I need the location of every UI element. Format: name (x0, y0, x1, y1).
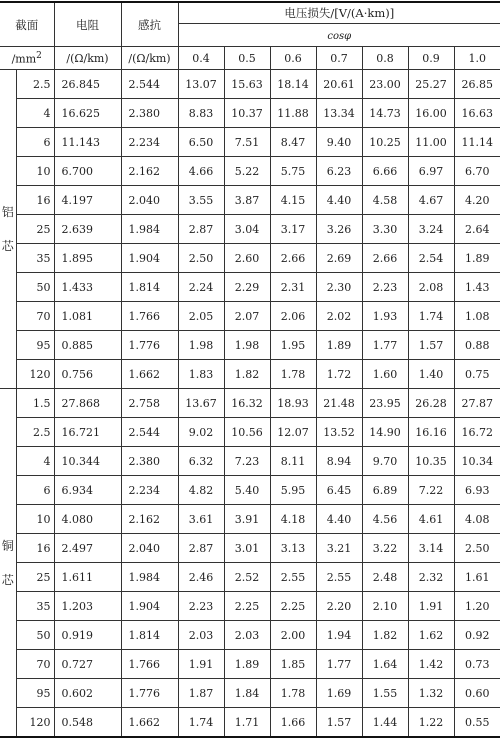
loss-cell: 15.63 (224, 70, 270, 99)
loss-cell: 4.82 (178, 476, 224, 505)
section-cell: 25 (16, 215, 54, 244)
table-row (0, 418, 500, 447)
loss-cell: 20.61 (316, 70, 362, 99)
resistance-cell: 16.721 (54, 418, 121, 447)
loss-cell: 5.22 (224, 157, 270, 186)
loss-cell: 5.75 (270, 157, 316, 186)
table-row (0, 186, 500, 215)
loss-cell: 3.13 (270, 534, 316, 563)
loss-cell: 4.40 (316, 505, 362, 534)
loss-cell: 5.95 (270, 476, 316, 505)
loss-cell: 4.20 (454, 186, 500, 215)
section-cell: 6 (16, 128, 54, 157)
loss-cell: 4.15 (270, 186, 316, 215)
loss-cell: 2.87 (178, 215, 224, 244)
table-row (0, 70, 500, 99)
resistance-cell: 2.497 (54, 534, 121, 563)
group-label (0, 389, 16, 738)
loss-cell: 12.07 (270, 418, 316, 447)
loss-cell: 1.95 (270, 331, 316, 360)
table-row (0, 157, 500, 186)
loss-cell: 0.60 (454, 679, 500, 708)
loss-cell: 10.35 (408, 447, 454, 476)
table-row (0, 621, 500, 650)
table-row (0, 592, 500, 621)
loss-cell: 1.89 (454, 244, 500, 273)
section-cell: 4 (16, 447, 54, 476)
loss-cell: 4.08 (454, 505, 500, 534)
loss-cell: 1.85 (270, 650, 316, 679)
loss-cell: 16.00 (408, 99, 454, 128)
table-row (0, 505, 500, 534)
loss-cell: 2.25 (270, 592, 316, 621)
loss-cell: 4.18 (270, 505, 316, 534)
loss-cell: 1.82 (224, 360, 270, 389)
reactance-cell: 2.162 (121, 157, 178, 186)
loss-cell: 23.00 (362, 70, 408, 99)
group-label-text: 铝芯 (1, 205, 14, 253)
loss-cell: 8.11 (270, 447, 316, 476)
table-row (0, 302, 500, 331)
loss-cell: 0.75 (454, 360, 500, 389)
loss-cell: 23.95 (362, 389, 408, 418)
resistance-cell: 1.433 (54, 273, 121, 302)
loss-cell: 26.85 (454, 70, 500, 99)
loss-cell: 9.40 (316, 128, 362, 157)
loss-cell: 1.69 (316, 679, 362, 708)
loss-cell: 2.50 (178, 244, 224, 273)
loss-cell: 1.72 (316, 360, 362, 389)
loss-cell: 2.64 (454, 215, 500, 244)
pf-header-4: 0.8 (362, 47, 408, 70)
loss-cell: 1.66 (270, 708, 316, 738)
reactance-unit: /(Ω/km) (121, 47, 178, 70)
section-header-line1: 截面 (15, 17, 39, 32)
loss-cell: 2.54 (408, 244, 454, 273)
loss-cell: 10.37 (224, 99, 270, 128)
loss-cell: 10.56 (224, 418, 270, 447)
loss-cell: 1.78 (270, 679, 316, 708)
loss-cell: 1.89 (224, 650, 270, 679)
loss-cell: 16.16 (408, 418, 454, 447)
loss-cell: 2.87 (178, 534, 224, 563)
loss-cell: 11.88 (270, 99, 316, 128)
loss-cell: 4.40 (316, 186, 362, 215)
reactance-cell: 2.544 (121, 418, 178, 447)
loss-cell: 1.78 (270, 360, 316, 389)
loss-cell: 6.66 (362, 157, 408, 186)
table-row (0, 360, 500, 389)
loss-cell: 1.89 (316, 331, 362, 360)
loss-cell: 2.25 (224, 592, 270, 621)
table-row (0, 389, 500, 418)
loss-cell: 6.97 (408, 157, 454, 186)
loss-cell: 3.22 (362, 534, 408, 563)
loss-cell: 0.88 (454, 331, 500, 360)
loss-cell: 1.08 (454, 302, 500, 331)
loss-cell: 4.66 (178, 157, 224, 186)
pf-header-1: 0.5 (224, 47, 270, 70)
loss-cell: 3.26 (316, 215, 362, 244)
loss-cell: 5.40 (224, 476, 270, 505)
loss-cell: 9.70 (362, 447, 408, 476)
section-cell: 35 (16, 592, 54, 621)
loss-cell: 2.31 (270, 273, 316, 302)
loss-cell: 2.00 (270, 621, 316, 650)
resistance-cell: 16.625 (54, 99, 121, 128)
loss-cell: 13.52 (316, 418, 362, 447)
reactance-cell: 1.766 (121, 302, 178, 331)
pf-header-6: 1.0 (454, 47, 500, 70)
table-row (0, 331, 500, 360)
loss-cell: 1.83 (178, 360, 224, 389)
loss-cell: 8.83 (178, 99, 224, 128)
loss-cell: 1.84 (224, 679, 270, 708)
resistance-cell: 10.344 (54, 447, 121, 476)
cosphi-header (178, 24, 500, 47)
loss-cell: 1.32 (408, 679, 454, 708)
table-row (0, 447, 500, 476)
loss-cell: 4.56 (362, 505, 408, 534)
loss-cell: 1.22 (408, 708, 454, 738)
reactance-cell: 2.040 (121, 186, 178, 215)
reactance-cell: 2.544 (121, 70, 178, 99)
table-row (0, 273, 500, 302)
loss-cell: 18.14 (270, 70, 316, 99)
loss-cell: 14.90 (362, 418, 408, 447)
resistance-cell: 1.611 (54, 563, 121, 592)
loss-cell: 8.94 (316, 447, 362, 476)
section-cell: 95 (16, 331, 54, 360)
section-cell: 50 (16, 273, 54, 302)
loss-cell: 1.82 (362, 621, 408, 650)
section-cell: 2.5 (16, 70, 54, 99)
loss-cell: 2.23 (178, 592, 224, 621)
reactance-cell: 1.904 (121, 592, 178, 621)
loss-cell: 1.74 (178, 708, 224, 738)
loss-cell: 4.61 (408, 505, 454, 534)
loss-cell: 2.55 (316, 563, 362, 592)
reactance-cell: 2.040 (121, 534, 178, 563)
pf-header-2: 0.6 (270, 47, 316, 70)
reactance-cell: 2.380 (121, 447, 178, 476)
pf-header-0: 0.4 (178, 47, 224, 70)
loss-cell: 3.01 (224, 534, 270, 563)
loss-cell: 18.93 (270, 389, 316, 418)
loss-cell: 8.47 (270, 128, 316, 157)
loss-cell: 0.55 (454, 708, 500, 738)
loss-cell: 0.92 (454, 621, 500, 650)
loss-cell: 2.60 (224, 244, 270, 273)
reactance-cell: 1.984 (121, 215, 178, 244)
loss-cell: 14.73 (362, 99, 408, 128)
group-label (0, 70, 16, 389)
loss-cell: 2.29 (224, 273, 270, 302)
loss-cell: 2.20 (316, 592, 362, 621)
loss-cell: 1.74 (408, 302, 454, 331)
loss-cell: 1.98 (224, 331, 270, 360)
reactance-cell: 1.776 (121, 679, 178, 708)
loss-cell: 1.91 (178, 650, 224, 679)
loss-cell: 7.51 (224, 128, 270, 157)
section-cell: 50 (16, 621, 54, 650)
reactance-header (121, 2, 178, 47)
section-cell: 70 (16, 650, 54, 679)
loss-cell: 1.93 (362, 302, 408, 331)
loss-cell: 1.77 (362, 331, 408, 360)
loss-cell: 21.48 (316, 389, 362, 418)
loss-cell: 1.44 (362, 708, 408, 738)
voltage-loss-table (0, 1, 500, 738)
table-row (0, 215, 500, 244)
loss-cell: 10.25 (362, 128, 408, 157)
loss-cell: 1.94 (316, 621, 362, 650)
section-cell: 6 (16, 476, 54, 505)
loss-cell: 4.58 (362, 186, 408, 215)
reactance-cell: 1.766 (121, 650, 178, 679)
cosphi-label: cosφ (327, 30, 352, 42)
table-row (0, 563, 500, 592)
section-cell: 120 (16, 360, 54, 389)
loss-cell: 16.63 (454, 99, 500, 128)
loss-cell: 2.50 (454, 534, 500, 563)
loss-cell: 6.32 (178, 447, 224, 476)
resistance-cell: 1.203 (54, 592, 121, 621)
loss-cell: 6.45 (316, 476, 362, 505)
loss-cell: 2.06 (270, 302, 316, 331)
section-cell: 10 (16, 505, 54, 534)
loss-cell: 1.42 (408, 650, 454, 679)
table-row (0, 99, 500, 128)
loss-cell: 1.20 (454, 592, 500, 621)
resistance-header-line1: 电阻 (76, 17, 99, 32)
loss-cell: 2.05 (178, 302, 224, 331)
section-cell: 70 (16, 302, 54, 331)
loss-cell: 2.10 (362, 592, 408, 621)
resistance-cell: 0.548 (54, 708, 121, 738)
loss-cell: 1.87 (178, 679, 224, 708)
table-row (0, 534, 500, 563)
section-cell: 35 (16, 244, 54, 273)
section-cell: 16 (16, 534, 54, 563)
reactance-cell: 2.162 (121, 505, 178, 534)
loss-cell: 1.77 (316, 650, 362, 679)
table-header (0, 2, 500, 70)
section-cell: 1.5 (16, 389, 54, 418)
loss-cell: 2.69 (316, 244, 362, 273)
table-row (0, 476, 500, 505)
table-row (0, 128, 500, 157)
section-cell: 2.5 (16, 418, 54, 447)
resistance-cell: 26.845 (54, 70, 121, 99)
loss-cell: 6.23 (316, 157, 362, 186)
table-body (0, 70, 500, 738)
loss-cell: 16.32 (224, 389, 270, 418)
resistance-cell: 6.934 (54, 476, 121, 505)
resistance-cell: 4.080 (54, 505, 121, 534)
loss-cell: 4.67 (408, 186, 454, 215)
loss-cell: 6.89 (362, 476, 408, 505)
loss-cell: 9.02 (178, 418, 224, 447)
loss-cell: 10.34 (454, 447, 500, 476)
loss-cell: 1.60 (362, 360, 408, 389)
reactance-cell: 2.758 (121, 389, 178, 418)
loss-cell: 11.14 (454, 128, 500, 157)
loss-cell: 1.91 (408, 592, 454, 621)
reactance-cell: 1.814 (121, 621, 178, 650)
loss-cell: 2.30 (316, 273, 362, 302)
loss-cell: 1.61 (454, 563, 500, 592)
loss-cell: 2.03 (224, 621, 270, 650)
pf-header-3: 0.7 (316, 47, 362, 70)
pf-header-5: 0.9 (408, 47, 454, 70)
loss-cell: 2.66 (362, 244, 408, 273)
loss-cell: 25.27 (408, 70, 454, 99)
voltage-loss-header: 电压损失/[V/(A·km)] (178, 2, 500, 24)
table-row (0, 244, 500, 273)
loss-cell: 27.87 (454, 389, 500, 418)
reactance-cell: 1.662 (121, 708, 178, 738)
loss-cell: 1.40 (408, 360, 454, 389)
loss-cell: 7.22 (408, 476, 454, 505)
loss-cell: 2.55 (270, 563, 316, 592)
reactance-cell: 1.776 (121, 331, 178, 360)
loss-cell: 3.24 (408, 215, 454, 244)
loss-cell: 3.21 (316, 534, 362, 563)
resistance-cell: 0.602 (54, 679, 121, 708)
loss-cell: 2.23 (362, 273, 408, 302)
resistance-cell: 2.639 (54, 215, 121, 244)
loss-cell: 3.30 (362, 215, 408, 244)
loss-cell: 13.07 (178, 70, 224, 99)
loss-cell: 16.72 (454, 418, 500, 447)
loss-cell: 3.61 (178, 505, 224, 534)
loss-cell: 7.23 (224, 447, 270, 476)
reactance-cell: 1.662 (121, 360, 178, 389)
loss-cell: 1.62 (408, 621, 454, 650)
loss-cell: 6.70 (454, 157, 500, 186)
resistance-cell: 11.143 (54, 128, 121, 157)
loss-cell: 3.17 (270, 215, 316, 244)
resistance-cell: 27.868 (54, 389, 121, 418)
loss-cell: 3.55 (178, 186, 224, 215)
loss-cell: 26.28 (408, 389, 454, 418)
loss-cell: 3.04 (224, 215, 270, 244)
resistance-cell: 0.727 (54, 650, 121, 679)
section-unit-text: /mm (11, 52, 37, 66)
section-header (0, 2, 54, 47)
table-row (0, 708, 500, 738)
section-cell: 4 (16, 99, 54, 128)
reactance-cell: 2.380 (121, 99, 178, 128)
loss-cell: 2.02 (316, 302, 362, 331)
loss-cell: 2.08 (408, 273, 454, 302)
loss-cell: 6.93 (454, 476, 500, 505)
section-cell: 16 (16, 186, 54, 215)
loss-cell: 0.73 (454, 650, 500, 679)
loss-cell: 3.14 (408, 534, 454, 563)
reactance-cell: 1.984 (121, 563, 178, 592)
loss-cell: 1.98 (178, 331, 224, 360)
loss-cell: 6.50 (178, 128, 224, 157)
reactance-cell: 2.234 (121, 476, 178, 505)
loss-cell: 2.32 (408, 563, 454, 592)
loss-cell: 1.43 (454, 273, 500, 302)
loss-cell: 2.66 (270, 244, 316, 273)
resistance-cell: 0.919 (54, 621, 121, 650)
loss-cell: 2.52 (224, 563, 270, 592)
loss-cell: 3.87 (224, 186, 270, 215)
resistance-cell: 0.756 (54, 360, 121, 389)
loss-cell: 2.07 (224, 302, 270, 331)
loss-cell: 13.34 (316, 99, 362, 128)
loss-cell: 1.64 (362, 650, 408, 679)
section-cell: 95 (16, 679, 54, 708)
section-cell: 10 (16, 157, 54, 186)
resistance-cell: 1.081 (54, 302, 121, 331)
reactance-cell: 1.904 (121, 244, 178, 273)
loss-cell: 1.71 (224, 708, 270, 738)
loss-cell: 2.46 (178, 563, 224, 592)
loss-cell: 1.55 (362, 679, 408, 708)
resistance-cell: 1.895 (54, 244, 121, 273)
reactance-cell: 2.234 (121, 128, 178, 157)
section-unit-sup: 2 (36, 50, 42, 61)
loss-cell: 1.57 (316, 708, 362, 738)
section-cell: 25 (16, 563, 54, 592)
section-cell: 120 (16, 708, 54, 738)
table-row (0, 679, 500, 708)
section-unit (0, 47, 54, 70)
reactance-header-line1: 感抗 (138, 17, 161, 32)
resistance-cell: 0.885 (54, 331, 121, 360)
group-label-text: 铜芯 (1, 538, 14, 587)
loss-cell: 11.00 (408, 128, 454, 157)
resistance-unit: /(Ω/km) (54, 47, 121, 70)
resistance-header (54, 2, 121, 47)
resistance-cell: 6.700 (54, 157, 121, 186)
loss-cell: 2.24 (178, 273, 224, 302)
resistance-cell: 4.197 (54, 186, 121, 215)
table-row (0, 650, 500, 679)
loss-cell: 13.67 (178, 389, 224, 418)
loss-cell: 2.03 (178, 621, 224, 650)
loss-cell: 3.91 (224, 505, 270, 534)
reactance-cell: 1.814 (121, 273, 178, 302)
loss-cell: 1.57 (408, 331, 454, 360)
loss-cell: 2.48 (362, 563, 408, 592)
